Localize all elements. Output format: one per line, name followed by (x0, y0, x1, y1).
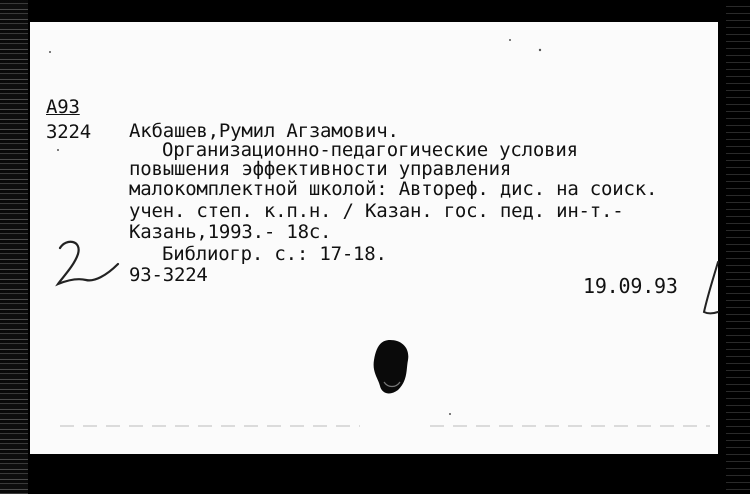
title-line-5: Казань,1993.- 18с. (129, 221, 332, 243)
catalog-date: 19.09.93 (583, 274, 678, 298)
handwritten-mark (52, 234, 122, 294)
title-line-1: Организационно-педагогические условия (162, 139, 578, 161)
punch-hole (368, 338, 414, 398)
class-mark-bottom: 3224 (46, 121, 91, 143)
scan-edge-right (726, 0, 750, 494)
bibliography-note: Библиогр. с.: 17-18. (162, 243, 387, 265)
title-line-4: учен. степ. к.п.н. / Казан. гос. пед. ин-т.- (129, 200, 624, 222)
title-line-3: малокомплектной школой: Автореф. дис. на соиск. (129, 178, 658, 200)
title-line-2: повышения эффективности управления (129, 158, 512, 180)
scan-edge-left (0, 0, 28, 494)
class-mark-top: А93 (46, 96, 80, 118)
handwritten-tick (700, 260, 720, 324)
author-heading: Акбашев,Румил Агзамович. (129, 120, 399, 142)
catalog-card (30, 22, 718, 454)
accession-number: 93-3224 (129, 264, 208, 286)
